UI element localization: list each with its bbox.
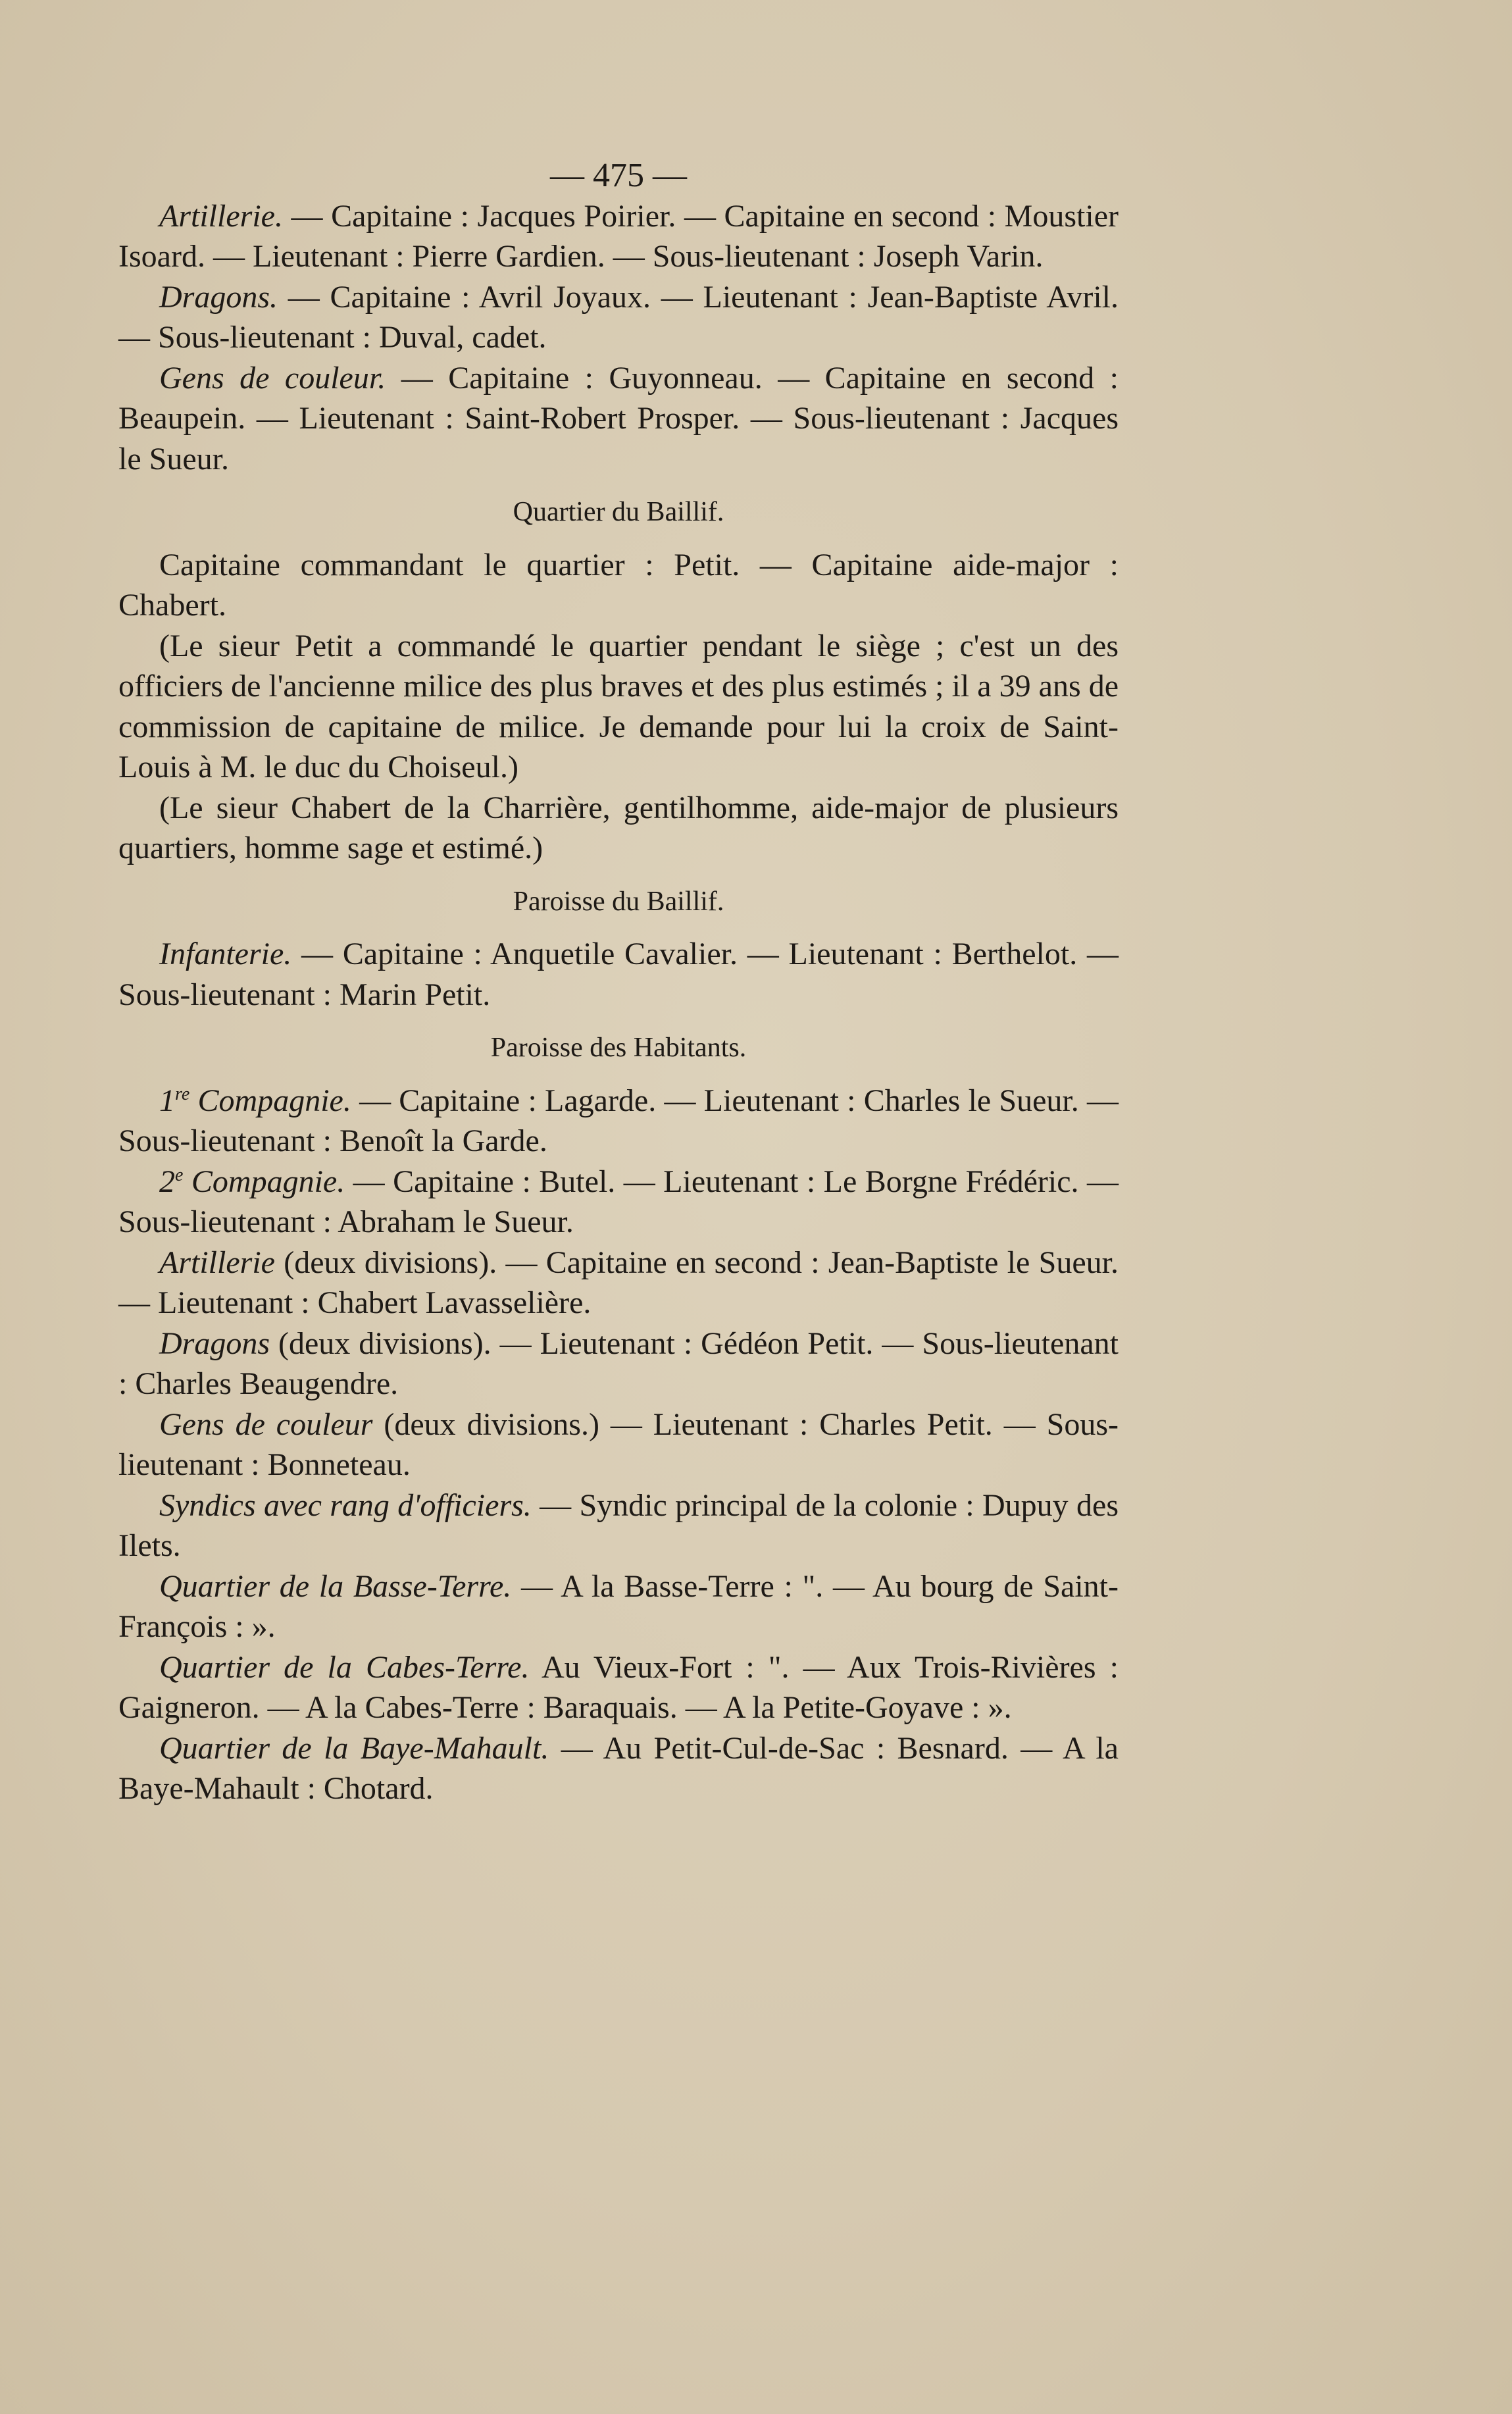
paragraph-text: — Capitaine : Anquetile Cavalier. — Lieutenant : Berthelot. — Sous-lieutenant : Marin Petit. xyxy=(118,937,1119,1012)
paragraph-artillerie-divisions xyxy=(118,1243,1119,1323)
paragraph-text: — Syndic principal de la colonie : Dupuy des Ilets. xyxy=(118,1487,1119,1563)
paragraph-text: — Capitaine : Avril Joyaux. — Lieutenant : Jean-Baptiste Avril. — Sous-lieutenant : Duval, cadet. xyxy=(118,279,1119,355)
paragraph-lead: Artillerie xyxy=(159,1245,275,1280)
paragraph-text: (deux divisions). — Capitaine en second : Jean-Baptiste le Sueur. — Lieutenant : Chabert Lavasselière. xyxy=(118,1245,1119,1320)
paragraph-gens-de-couleur xyxy=(118,358,1119,480)
paragraph-text: Au Vieux-Fort : ". — Aux Trois-Rivières : Gaigneron. — A la Cabes-Terre : Baraquais. — A la Petite-Goyave : ». xyxy=(118,1649,1119,1725)
paragraph-text: — A la Basse-Terre : ". — Au bourg de Saint-François : ». xyxy=(118,1568,1119,1644)
page-text xyxy=(118,155,1119,1809)
paragraph-lead: Gens de couleur. xyxy=(159,360,386,396)
paragraph-1re-compagnie xyxy=(118,1081,1119,1162)
paragraph-syndics xyxy=(118,1485,1119,1566)
paragraph-dragons xyxy=(118,277,1119,358)
paragraph-lead: Quartier de la Basse-Terre. xyxy=(159,1568,512,1604)
paragraph-capitaine-commandant: Capitaine commandant le quartier : Petit. — Capitaine aide-major : Chabert. xyxy=(118,547,1119,623)
paragraph-infanterie xyxy=(118,934,1119,1015)
paragraph-artillerie xyxy=(118,196,1119,277)
section-heading-paroisse-du-baillif: Paroisse du Baillif. xyxy=(513,886,724,917)
paragraph-lead: Compagnie. xyxy=(189,1083,351,1118)
paragraph-lead: Compagnie. xyxy=(183,1164,345,1199)
paragraph-quartier-cabes-terre xyxy=(118,1647,1119,1728)
paragraph-lead: Syndics avec rang d'officiers. xyxy=(159,1487,532,1523)
paragraph-text: (deux divisions). — Lieutenant : Gédéon Petit. — Sous-lieutenant : Charles Beaugendre. xyxy=(118,1325,1119,1401)
ordinal-suffix: e xyxy=(175,1164,184,1185)
paragraph-lead: Quartier de la Baye-Mahault. xyxy=(159,1730,549,1766)
paragraph-text: — Capitaine : Butel. — Lieutenant : Le Borgne Frédéric. — Sous-lieutenant : Abraham le Sueur. xyxy=(118,1164,1119,1239)
page-number: — 475 — xyxy=(550,157,687,194)
paragraph-lead: Quartier de la Cabes-Terre. xyxy=(159,1649,530,1685)
paragraph-lead: Dragons. xyxy=(159,279,278,315)
section-heading-quartier-du-baillif: Quartier du Baillif. xyxy=(513,497,724,527)
paragraph-text: — Au Petit-Cul-de-Sac : Besnard. — A la Baye-Mahault : Chotard. xyxy=(118,1730,1119,1806)
section-heading-paroisse-des-habitants: Paroisse des Habitants. xyxy=(490,1033,747,1063)
compagnie-number: 2 xyxy=(159,1164,175,1199)
paragraph-text: — Capitaine : Jacques Poirier. — Capitaine en second : Moustier Isoard. — Lieutenant : Pierre Gardien. — Sous-lieutenant : Joseph Varin. xyxy=(118,198,1119,274)
paragraph-lead: Dragons xyxy=(159,1325,270,1361)
ordinal-suffix: re xyxy=(175,1083,190,1104)
paragraph-note-petit: (Le sieur Petit a commandé le quartier pendant le siège ; c'est un des officiers de l'ancienne milice des plus braves et des plus estimés ; il a 39 ans de commission de capitaine de milice. Je demande pour lui la croix de Saint-Louis à M. le duc du Choiseul.) xyxy=(118,628,1119,784)
paragraph-text: — Capitaine : Lagarde. — Lieutenant : Charles le Sueur. — Sous-lieutenant : Benoît la Garde. xyxy=(118,1083,1119,1158)
compagnie-number: 1 xyxy=(159,1083,175,1118)
paragraph-lead: Gens de couleur xyxy=(159,1406,373,1442)
paragraph-gens-de-couleur-divisions xyxy=(118,1404,1119,1485)
paragraph-lead: Infanterie. xyxy=(159,937,292,971)
paragraph-quartier-baye-mahault xyxy=(118,1728,1119,1809)
paragraph-2e-compagnie xyxy=(118,1162,1119,1243)
paragraph-dragons-divisions xyxy=(118,1323,1119,1404)
paragraph-text: (deux divisions.) — Lieutenant : Charles Petit. — Sous-lieutenant : Bonneteau. xyxy=(118,1406,1119,1482)
paragraph-text: — Capitaine : Guyonneau. — Capitaine en second : Beaupein. — Lieutenant : Saint-Robert Prosper. — Sous-lieutenant : Jacques le Sueur. xyxy=(118,360,1119,476)
paragraph-lead: Artillerie. xyxy=(159,198,283,234)
paragraph-note-chabert: (Le sieur Chabert de la Charrière, gentilhomme, aide-major de plusieurs quartiers, homme sage et estimé.) xyxy=(118,790,1119,865)
paragraph-quartier-basse-terre xyxy=(118,1566,1119,1647)
